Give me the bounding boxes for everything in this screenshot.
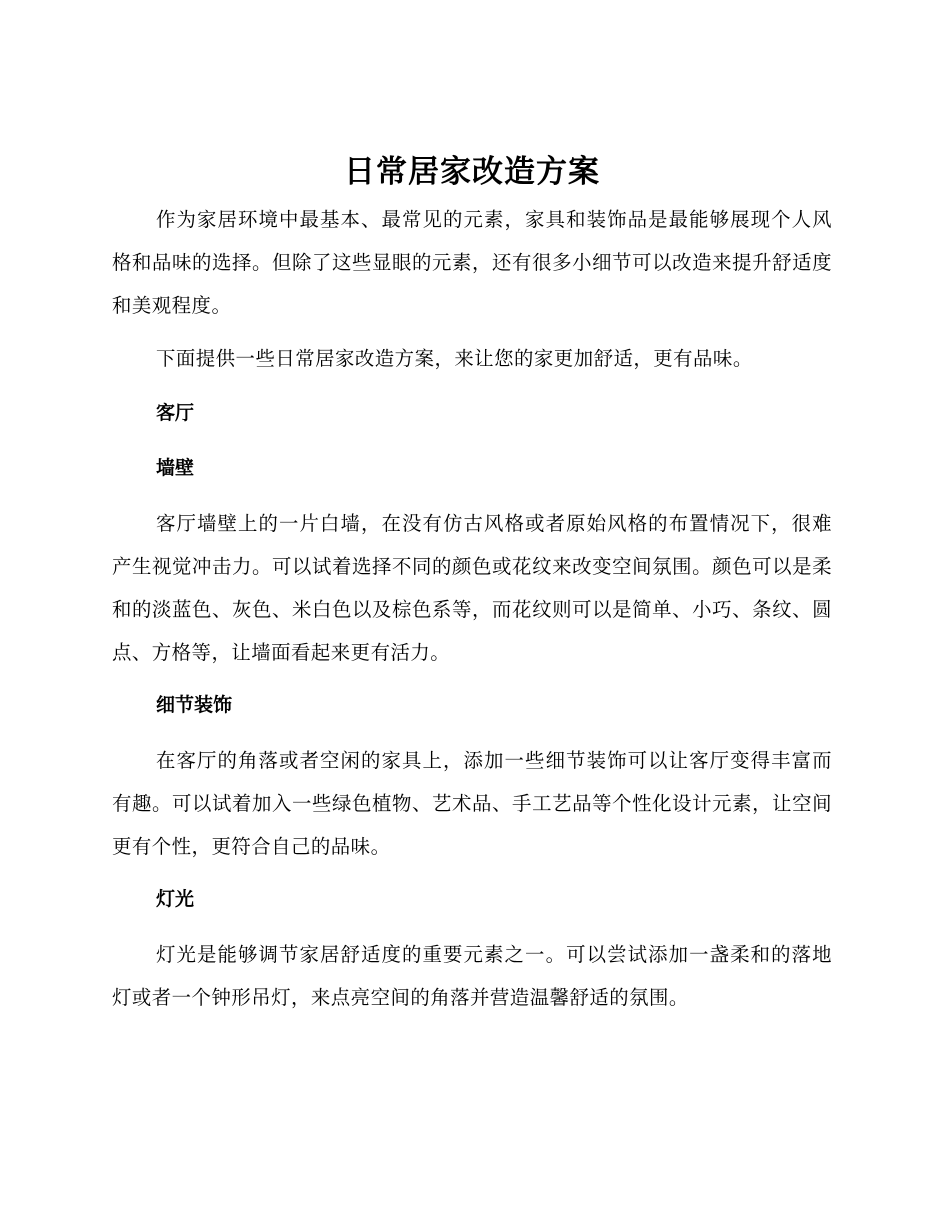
subheading-lighting: 灯光 bbox=[156, 888, 195, 910]
lighting-paragraph: 灯光是能够调节家居舒适度的重要元素之一。可以尝试添加一盏柔和的落地灯或者一个钟形吊灯，来点亮空间的角落并营造温馨舒适的氛围。 bbox=[112, 943, 832, 1009]
subheading-decor: 细节装饰 bbox=[156, 694, 233, 716]
page-title: 日常居家改造方案 bbox=[344, 154, 600, 190]
intro-paragraph: 作为家居环境中最基本、最常见的元素，家具和装饰品是最能够展现个人风格和品味的选择。但除了这些显眼的元素，还有很多小细节可以改造来提升舒适度和美观程度。 bbox=[112, 208, 832, 317]
walls-paragraph: 客厅墙壁上的一片白墙，在没有仿古风格或者原始风格的布置情况下，很难产生视觉冲击力。可以试着选择不同的颜色或花纹来改变空间氛围。颜色可以是柔和的淡蓝色、灰色、米白色以及棕色系等，而花纹则可以是简单、小巧、条纹、圆点、方格等，让墙面看起来更有活力。 bbox=[112, 512, 832, 664]
lead-paragraph: 下面提供一些日常居家改造方案，来让您的家更加舒适，更有品味。 bbox=[156, 347, 753, 370]
decor-paragraph: 在客厅的角落或者空闲的家具上，添加一些细节装饰可以让客厅变得丰富而有趣。可以试着加入一些绿色植物、艺术品、手工艺品等个性化设计元素，让空间更有个性，更符合自己的品味。 bbox=[112, 749, 832, 858]
section-heading-living-room: 客厅 bbox=[156, 402, 195, 424]
subheading-walls: 墙壁 bbox=[156, 457, 195, 479]
